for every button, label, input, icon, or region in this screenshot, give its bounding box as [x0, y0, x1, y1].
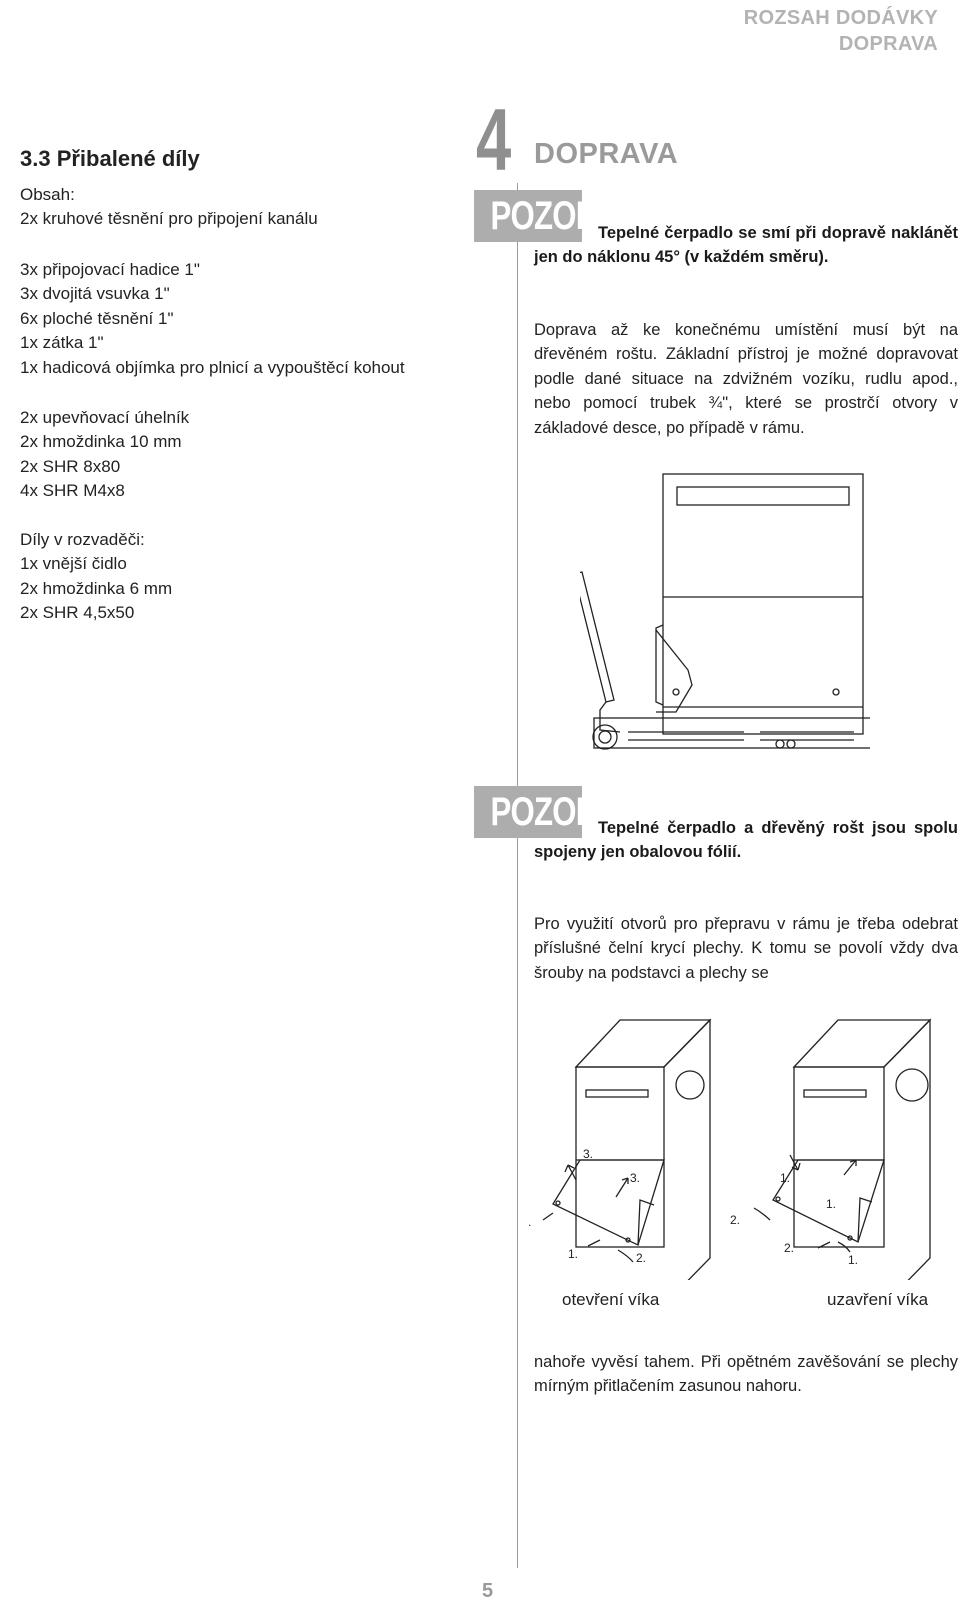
step-label: 1. [826, 1197, 837, 1211]
content-label: Obsah: [20, 185, 75, 204]
step-label: 3. [583, 1147, 594, 1161]
caption-close: uzavření víka [827, 1290, 929, 1309]
transport-paragraph: Doprava až ke konečnému umístění musí být na dřevěném roštu. Základní přístroj je možné dopravovat podle dané situace na zdvižném vozíku, rudlu apod., nebo pomocí trubek ¾", které se prostrčí otvory v základové desce, po případě v rámu. [534, 321, 958, 437]
list-item: 1x vnější čidlo [20, 554, 127, 574]
list-item: 2x kruhové těsnění pro připojení kanálu [20, 209, 318, 229]
step-label: 2. [784, 1241, 795, 1255]
pallet [594, 718, 870, 748]
step-label: 2. [636, 1251, 647, 1265]
column-divider [517, 183, 518, 1568]
cover-paragraph: Pro využití otvorů pro přepravu v rámu je třeba odebrat příslušné čelní krycí plechy. K tomu se povolí vždy dva šrouby na podstavci a plechy se [534, 915, 958, 982]
display-slot [677, 487, 849, 505]
rehang-paragraph: nahoře vyvěsí tahem. Při opětném zavěšování se plechy mírným přitlačením zasunou nahoru. [534, 1353, 958, 1396]
content-list-1 [20, 183, 318, 232]
content-list-2 [20, 258, 405, 380]
truck-handle [580, 572, 614, 702]
list-item: 6x ploché těsnění 1" [20, 308, 174, 328]
list-item: 1x hadicová objímka pro plnicí a vypouštěcí kohout [20, 357, 405, 377]
pallet-truck-illustration [580, 460, 870, 780]
unit-closed [773, 1020, 930, 1280]
list-item: 2x SHR 8x80 [20, 456, 121, 476]
warning-badge-1: POZOR! [474, 190, 582, 242]
list-item: 2x SHR 4,5x50 [20, 603, 135, 623]
header-title-line2: DOPRAVA [838, 33, 938, 55]
chapter-number: 4 [476, 90, 512, 189]
warning-badge-2: POZOR! [474, 786, 582, 838]
step-label: 1. [848, 1253, 859, 1267]
step-label: 2. [730, 1213, 741, 1227]
cover-removal-illustration [528, 1010, 958, 1280]
list-item: 2x hmoždinka 10 mm [20, 432, 182, 452]
content-list-3 [20, 406, 189, 504]
warning-text-1: Tepelné čerpadlo se smí při dopravě naklánět jen do náklonu 45° (v každém směru). [534, 224, 958, 266]
page-number: 5 [482, 1580, 494, 1602]
cabinet-label: Díly v rozvaděči: [20, 530, 145, 549]
content-list-4 [20, 528, 172, 626]
caption-open: otevření víka [562, 1290, 660, 1309]
unit-open [553, 1020, 710, 1280]
step-label: 1. [780, 1171, 791, 1185]
list-item: 1x zátka 1" [20, 333, 104, 353]
heat-pump-outline [663, 474, 863, 734]
list-item: 4x SHR M4x8 [20, 481, 125, 501]
step-label: 1. [568, 1247, 579, 1261]
warning-text-2: Tepelné čerpadlo a dřevěný rošt jsou spolu spojeny jen obalovou fólií. [534, 819, 958, 861]
list-item: 2x hmoždinka 6 mm [20, 578, 173, 598]
step-label: 3. [630, 1171, 641, 1185]
header-title-line1: ROZSAH DODÁVKY [743, 7, 938, 29]
list-item: 3x dvojitá vsuvka 1" [20, 284, 170, 304]
list-item: 2x upevňovací úhelník [20, 408, 190, 427]
list-item: 3x připojovací hadice 1" [20, 260, 200, 279]
section-title: 3.3 Přibalené díly [20, 146, 200, 171]
step-label: . [528, 1215, 532, 1229]
chapter-title: DOPRAVA [534, 138, 679, 170]
